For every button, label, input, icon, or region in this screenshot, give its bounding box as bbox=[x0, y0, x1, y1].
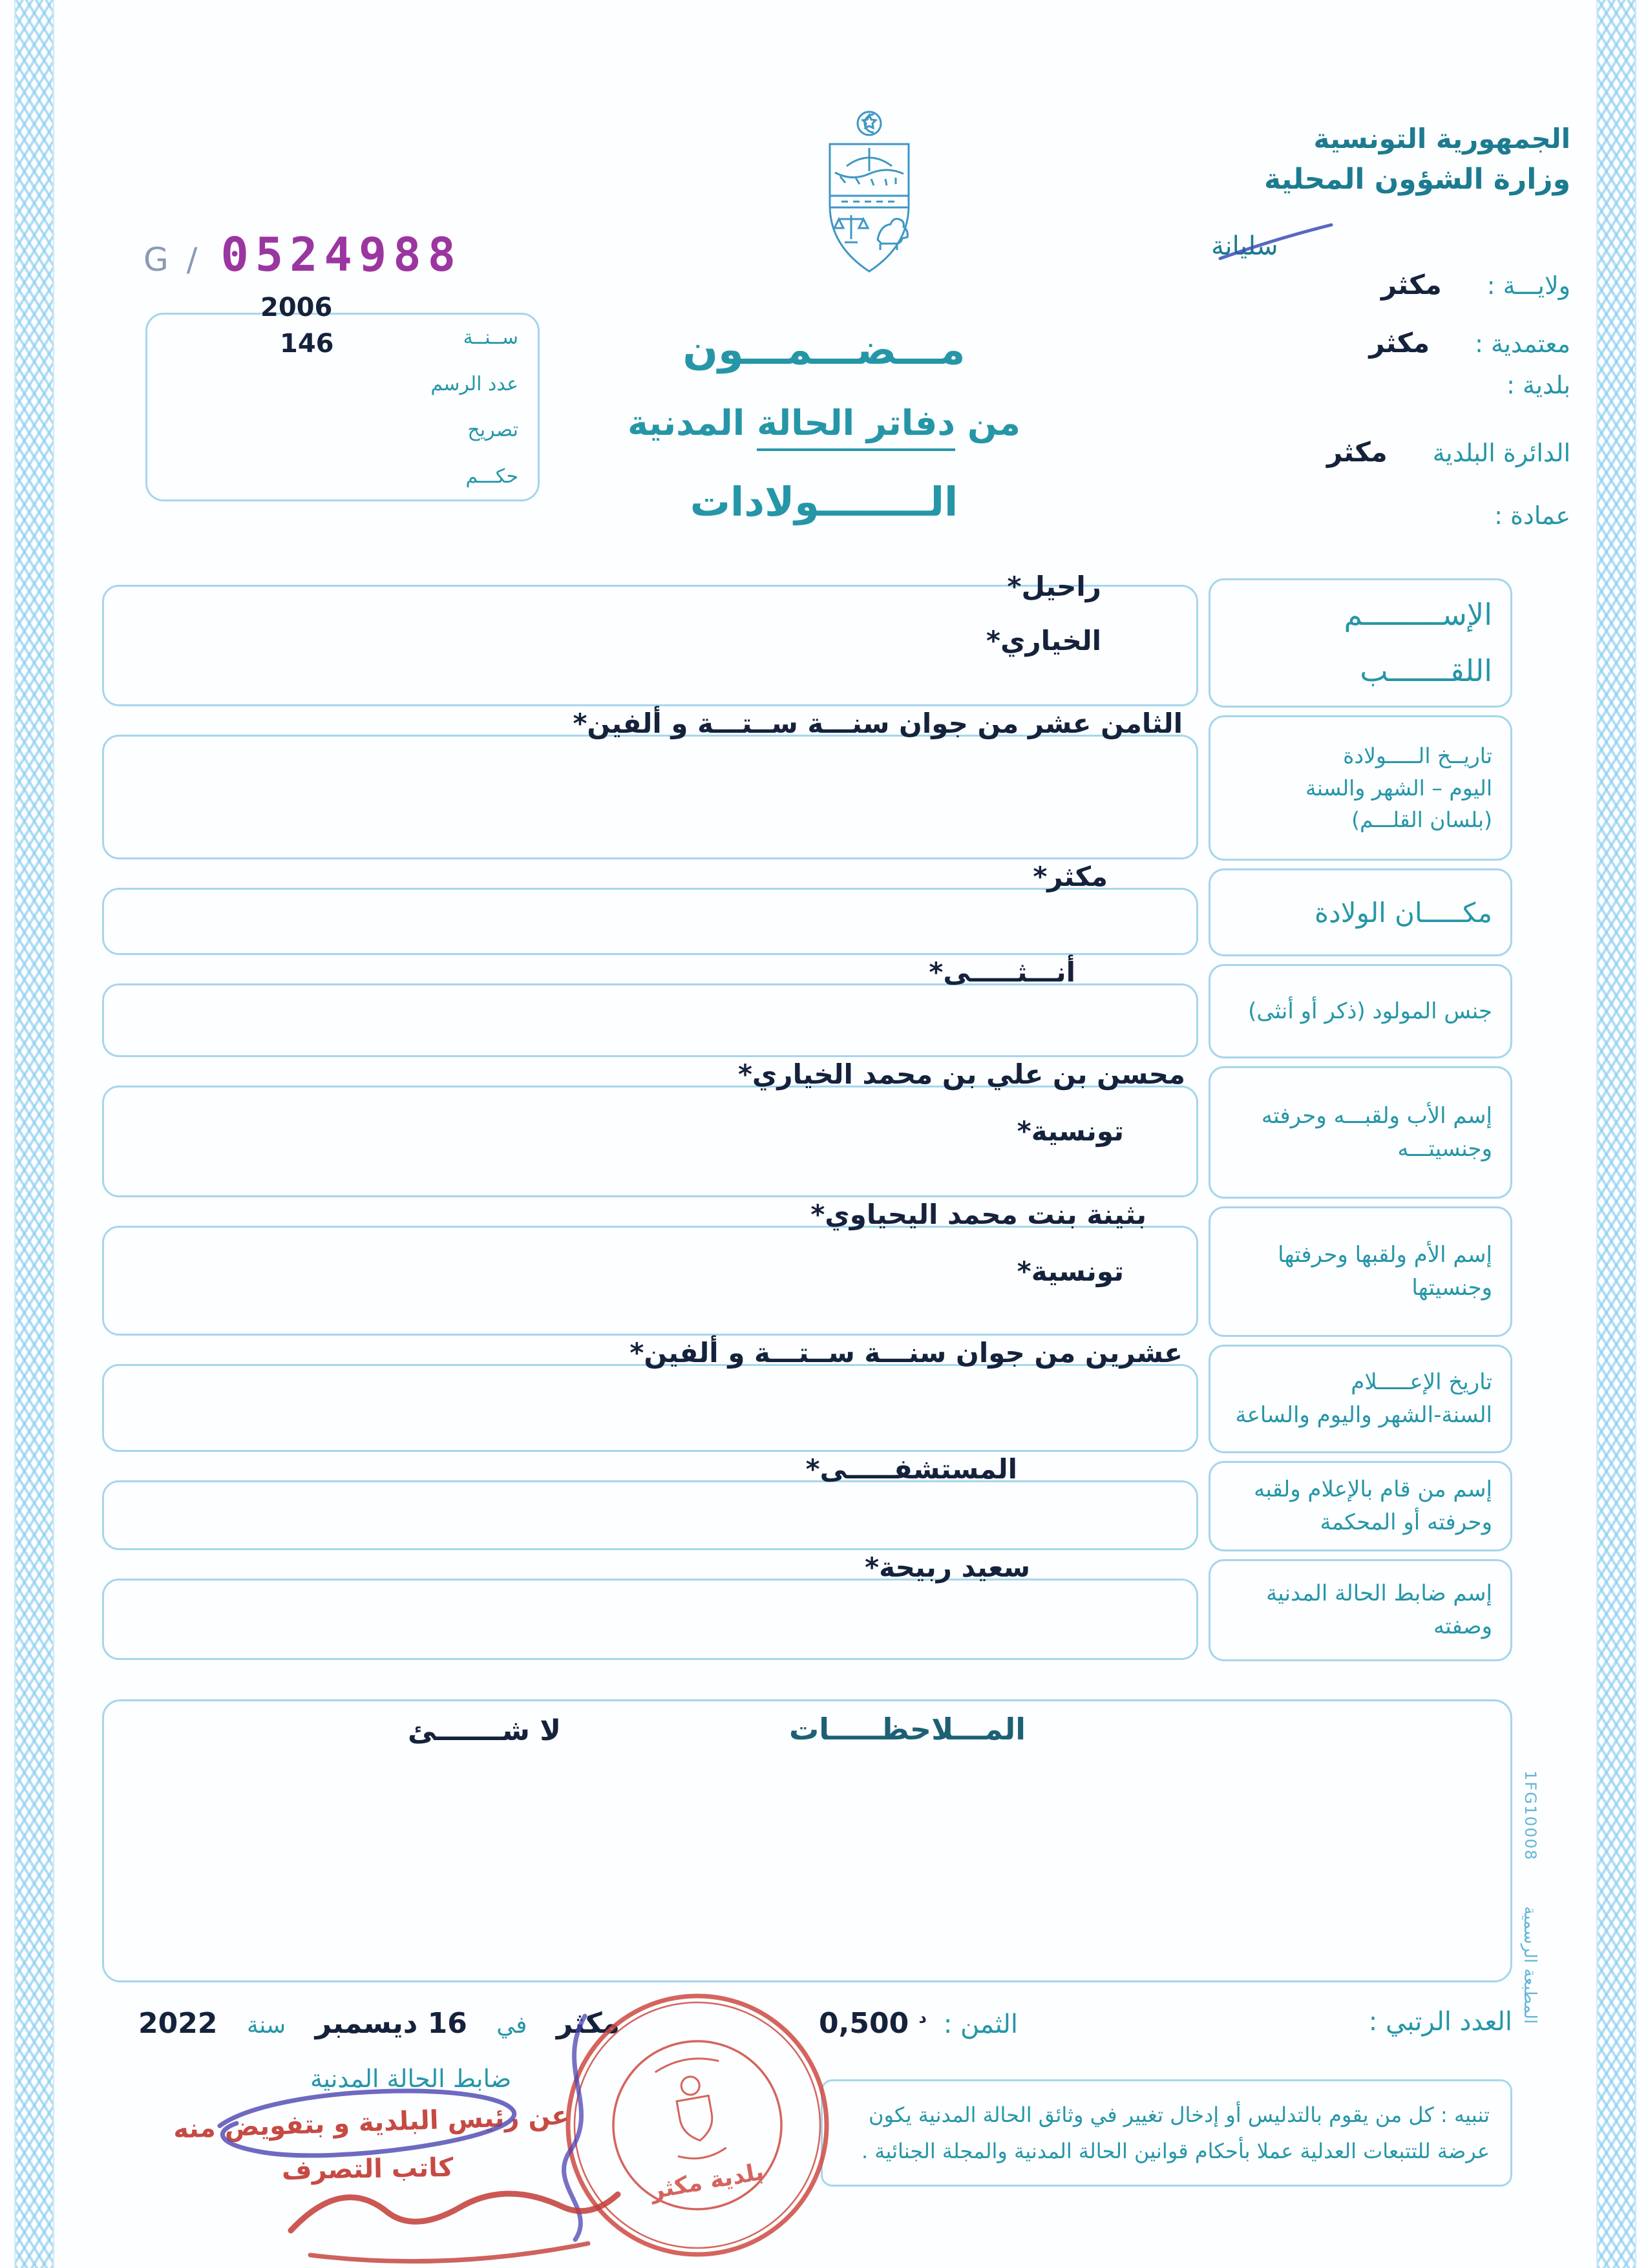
issue-place: مكثر bbox=[556, 2007, 620, 2040]
wilaya-label: ولايـــة : bbox=[1486, 271, 1570, 300]
label-line: تاريخ الإعـــــلام bbox=[1351, 1369, 1492, 1395]
label-line: وحرفته أو المحكمة bbox=[1320, 1509, 1492, 1535]
title-line1: مـــضـــمـــون bbox=[682, 326, 966, 374]
title-line3: الــــــــولادات bbox=[690, 478, 958, 525]
serial-prefix: G / bbox=[143, 241, 202, 278]
field-box bbox=[102, 1364, 1198, 1452]
label-line: مكـــــان الولادة bbox=[1314, 896, 1492, 929]
delegation-label: معتمدية : bbox=[1475, 330, 1570, 358]
field-value: محسن بن علي بن محمد الخياري* bbox=[737, 1058, 1185, 1090]
price-field bbox=[819, 2007, 1018, 2040]
district-field bbox=[1327, 436, 1570, 468]
field-value: راحيل* bbox=[1007, 571, 1101, 602]
field-value: بثينة بنت محمد اليحياوي* bbox=[810, 1199, 1146, 1230]
field-label bbox=[1209, 1066, 1512, 1199]
serial-number: 0524988 bbox=[220, 227, 462, 282]
field-label bbox=[1209, 715, 1512, 861]
title-line2-post: المدنية bbox=[628, 403, 757, 443]
form-row-birthplace bbox=[102, 861, 1512, 956]
field-label bbox=[1209, 1461, 1512, 1551]
field-box bbox=[102, 888, 1198, 955]
registry-year-value: 2006 bbox=[260, 293, 333, 322]
omda-label: عمادة : bbox=[1494, 501, 1570, 530]
field-value: الخياري* bbox=[986, 625, 1101, 656]
year-word: سنة bbox=[246, 2012, 286, 2039]
round-official-stamp bbox=[562, 1990, 833, 2261]
form-row-civil-officer bbox=[102, 1551, 1512, 1661]
field-value: أنـــثـــــى* bbox=[929, 956, 1075, 988]
issue-day-month: 16 ديسمبر bbox=[315, 2007, 467, 2040]
field-value: تونسية* bbox=[1017, 1115, 1124, 1147]
field-value: سعيد ربيحة* bbox=[865, 1551, 1030, 1583]
field-value: عشرين من جوان سنـــة ســتـــة و ألفين* bbox=[629, 1337, 1183, 1369]
price-value bbox=[819, 2007, 927, 2040]
registry-labels bbox=[147, 315, 538, 499]
in-word: في bbox=[496, 2012, 527, 2039]
price-label: الثمن : bbox=[943, 2010, 1018, 2039]
ordinal-number-label: العدد الرتبي : bbox=[1368, 2007, 1512, 2037]
delegation-stamp-line1: عن رئيس البلدية و بتفويض منه bbox=[173, 2101, 570, 2145]
label-line: جنس المولود (ذكر أو أنثى) bbox=[1248, 998, 1492, 1024]
delegation-stamp-line2: كاتب التصرف bbox=[281, 2152, 454, 2186]
field-box bbox=[102, 1480, 1198, 1550]
stamp-text: بلدية مكثر bbox=[648, 2158, 766, 2205]
label-line: إسم ضابط الحالة المدنية bbox=[1266, 1580, 1492, 1606]
form-row-father bbox=[102, 1058, 1512, 1199]
label-line: وصفته bbox=[1433, 1613, 1492, 1639]
label-line: إسم من قام بالإعلام ولقبه bbox=[1254, 1476, 1492, 1502]
form-row-notification-date bbox=[102, 1337, 1512, 1453]
label-line: تاريــخ الـــــولادة bbox=[1343, 743, 1492, 769]
title-line2-pre: من bbox=[955, 403, 1020, 443]
omda-field bbox=[1494, 501, 1570, 530]
guilloche-border-left bbox=[14, 0, 54, 2268]
district-value: مكثر bbox=[1327, 436, 1388, 468]
ministry-text: وزارة الشؤون المحلية bbox=[1264, 163, 1570, 196]
field-label bbox=[1209, 1559, 1512, 1661]
field-value-area bbox=[102, 861, 1198, 956]
form-row-birthdate bbox=[102, 708, 1512, 861]
form-row-mother bbox=[102, 1199, 1512, 1337]
field-value-area bbox=[102, 708, 1198, 861]
registry-record-label: عدد الرسم bbox=[430, 372, 518, 395]
field-value-area bbox=[102, 956, 1198, 1058]
field-value: الثامن عشر من جوان سنـــة ســتـــة و ألفين* bbox=[573, 708, 1183, 739]
field-value: المستشفـــــى* bbox=[805, 1453, 1017, 1485]
header-block bbox=[1196, 123, 1570, 575]
remarks-value: لا شـــــــئ bbox=[408, 1714, 561, 1747]
municipality-label: بلدية : bbox=[1506, 371, 1570, 399]
field-value-area bbox=[102, 1453, 1198, 1551]
title-line2 bbox=[501, 403, 1147, 443]
struck-region: سليانة bbox=[1211, 231, 1278, 261]
printing-code: 1FG10008 bbox=[1521, 1770, 1539, 1862]
label-line: اليوم – الشهر والسنة bbox=[1305, 775, 1492, 801]
field-label bbox=[1209, 868, 1512, 956]
field-label bbox=[1209, 578, 1512, 708]
republic-title bbox=[1314, 123, 1570, 154]
registry-record-value: 146 bbox=[280, 329, 334, 359]
field-value-area bbox=[102, 1058, 1198, 1199]
delegation-field bbox=[1369, 327, 1570, 359]
remarks-box bbox=[102, 1699, 1512, 1982]
registry-declaration-label: تصريح bbox=[467, 419, 518, 442]
field-value: مكثر* bbox=[1033, 861, 1108, 892]
form-row-notifier bbox=[102, 1453, 1512, 1551]
field-box bbox=[102, 1579, 1198, 1660]
wilaya-value: مكثر bbox=[1381, 269, 1442, 300]
currency-mark: د bbox=[918, 2008, 927, 2027]
form-row-name bbox=[102, 571, 1512, 708]
label-line: إسم الأب ولقبـــه وحرفته bbox=[1261, 1102, 1492, 1129]
district-label: الدائرة البلدية bbox=[1432, 439, 1570, 467]
issue-year: 2022 bbox=[138, 2007, 218, 2040]
field-box bbox=[102, 735, 1198, 859]
republic-text: الجمهورية التونسية bbox=[1313, 123, 1570, 154]
label-line: السنة-الشهر واليوم والساعة bbox=[1235, 1402, 1492, 1428]
field-value-area bbox=[102, 1337, 1198, 1453]
registry-year-label: ســنــة bbox=[463, 326, 518, 349]
official-press-note: المطبعة الرسمية bbox=[1520, 1906, 1539, 2024]
remarks-title: المـــلاحظـــــات bbox=[789, 1712, 1026, 1747]
label-line: وجنسيتها bbox=[1411, 1275, 1492, 1301]
field-label bbox=[1209, 964, 1512, 1058]
registry-box bbox=[145, 293, 540, 501]
issue-date-line bbox=[138, 2007, 620, 2040]
label-line: (بلسان القلـــم) bbox=[1351, 807, 1492, 833]
field-label bbox=[1209, 1206, 1512, 1337]
field-box bbox=[102, 983, 1198, 1057]
guilloche-border-right bbox=[1596, 0, 1636, 2268]
label-line: اللقـــــــب bbox=[1360, 653, 1492, 688]
field-value-area bbox=[102, 1551, 1198, 1661]
document-title bbox=[501, 326, 1147, 525]
ministry-title bbox=[1264, 163, 1570, 196]
form-row-sex bbox=[102, 956, 1512, 1058]
label-line: الإســـــــــم bbox=[1344, 597, 1492, 632]
field-value-area bbox=[102, 571, 1198, 708]
officer-title: ضابط الحالة المدنية bbox=[310, 2064, 512, 2093]
form-table bbox=[102, 571, 1512, 1669]
label-line: وجنسيتـــه bbox=[1397, 1135, 1492, 1162]
delegation-value: مكثر bbox=[1369, 327, 1430, 359]
legal-warning-box: تنبيه : كل من يقوم بالتدليس أو إدخال تغيير في وثائق الحالة المدنية يكون عرضة للتتبعات العدلية عملا بأحكام قوانين الحالة المدنية والمجلة الجنائية . bbox=[821, 2079, 1512, 2187]
tunisia-coat-of-arms-icon bbox=[816, 107, 923, 278]
field-label bbox=[1209, 1345, 1512, 1453]
registry-judgment-label: حكـــم bbox=[465, 465, 518, 488]
field-value-area bbox=[102, 1199, 1198, 1337]
label-line: إسم الأم ولقبها وحرفتها bbox=[1278, 1242, 1492, 1268]
serial-number-block bbox=[143, 227, 462, 282]
wilaya-field bbox=[1381, 269, 1570, 300]
municipality-field bbox=[1506, 371, 1570, 399]
field-value: تونسية* bbox=[1017, 1255, 1124, 1287]
title-line2-underlined: دفاتر الحالة bbox=[757, 403, 955, 451]
price-amount: 0,500 bbox=[819, 2007, 909, 2040]
